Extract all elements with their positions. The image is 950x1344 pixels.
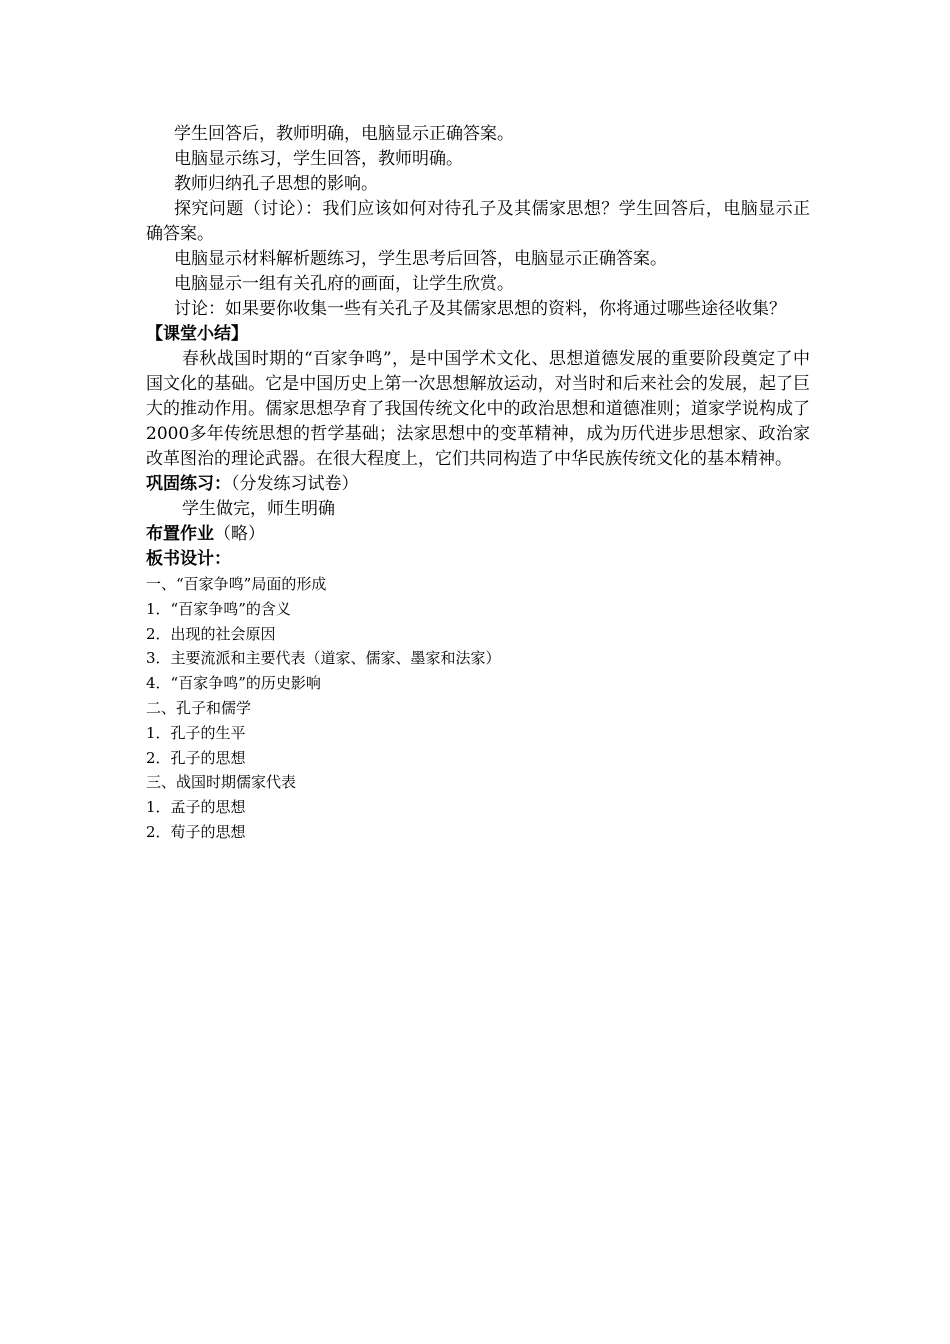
outline-item: 2．出现的社会原因 bbox=[146, 624, 276, 643]
paragraph-discussion: 讨论：如果要你收集一些有关孔子及其儒家思想的资料，你将通过哪些途径收集？ bbox=[174, 299, 786, 319]
outline-item: 3．主要流派和主要代表（道家、儒家、墨家和法家） bbox=[146, 649, 501, 668]
homework-heading: 布置作业 bbox=[146, 524, 214, 544]
paragraph-influence: 教师归纳孔子思想的影响。 bbox=[174, 174, 378, 194]
practice-heading-line bbox=[146, 472, 810, 497]
outline-item: 1．孔子的生平 bbox=[146, 723, 246, 742]
outline-item: 4．“百家争鸣”的历史影响 bbox=[146, 674, 321, 693]
outline-item: 2．荀子的思想 bbox=[146, 822, 246, 841]
paragraph-practice: 电脑显示练习，学生回答，教师明确。 bbox=[174, 149, 463, 169]
homework-note: （略） bbox=[214, 524, 265, 544]
outline-item: 三、战国时期儒家代表 bbox=[146, 773, 297, 792]
outline-item: 一、“百家争鸣”局面的形成 bbox=[146, 575, 327, 593]
paragraph-material-analysis: 电脑显示材料解析题练习，学生思考后回答，电脑显示正确答案。 bbox=[174, 249, 667, 269]
outline-item: 2．孔子的思想 bbox=[146, 748, 246, 767]
summary-body: 春秋战国时期的“百家争鸣”，是中国学术文化、思想道德发展的重要阶段奠定了中国文化的基础。它是中国历史上第一次思想解放运动，对当时和后来社会的发展，起了巨大的推动作用。儒家思想孕育了我国传统文化中的政治思想和道德准则；道家学说构成了2000多年传统思想的哲学基础；法家思想中的变革精神，成为历代进步思想家、政治家改革图治的理论武器。在很大程度上，它们共同构造了中华民族传统文化的基本精神。 bbox=[146, 349, 810, 469]
paragraph-kongfu-images: 电脑显示一组有关孔府的画面，让学生欣赏。 bbox=[174, 274, 514, 294]
practice-heading: 巩固练习： bbox=[146, 474, 231, 494]
outline-item: 1．孟子的思想 bbox=[146, 798, 246, 817]
document-page bbox=[146, 122, 810, 845]
board-outline bbox=[146, 572, 810, 845]
practice-note: （分发练习试卷） bbox=[231, 474, 359, 494]
outline-item: 二、孔子和儒学 bbox=[146, 698, 252, 717]
board-heading: 板书设计： bbox=[146, 549, 231, 569]
homework-heading-line bbox=[146, 522, 810, 547]
paragraph-student-answer: 学生回答后，教师明确，电脑显示正确答案。 bbox=[174, 124, 514, 144]
paragraph-inquiry: 探究问题（讨论）：我们应该如何对待孔子及其儒家思想？学生回答后，电脑显示正确答案。 bbox=[146, 199, 810, 244]
outline-item: 1．“百家争鸣”的含义 bbox=[146, 599, 291, 618]
practice-body: 学生做完，师生明确 bbox=[182, 499, 335, 519]
summary-heading: 【课堂小结】 bbox=[146, 324, 248, 344]
